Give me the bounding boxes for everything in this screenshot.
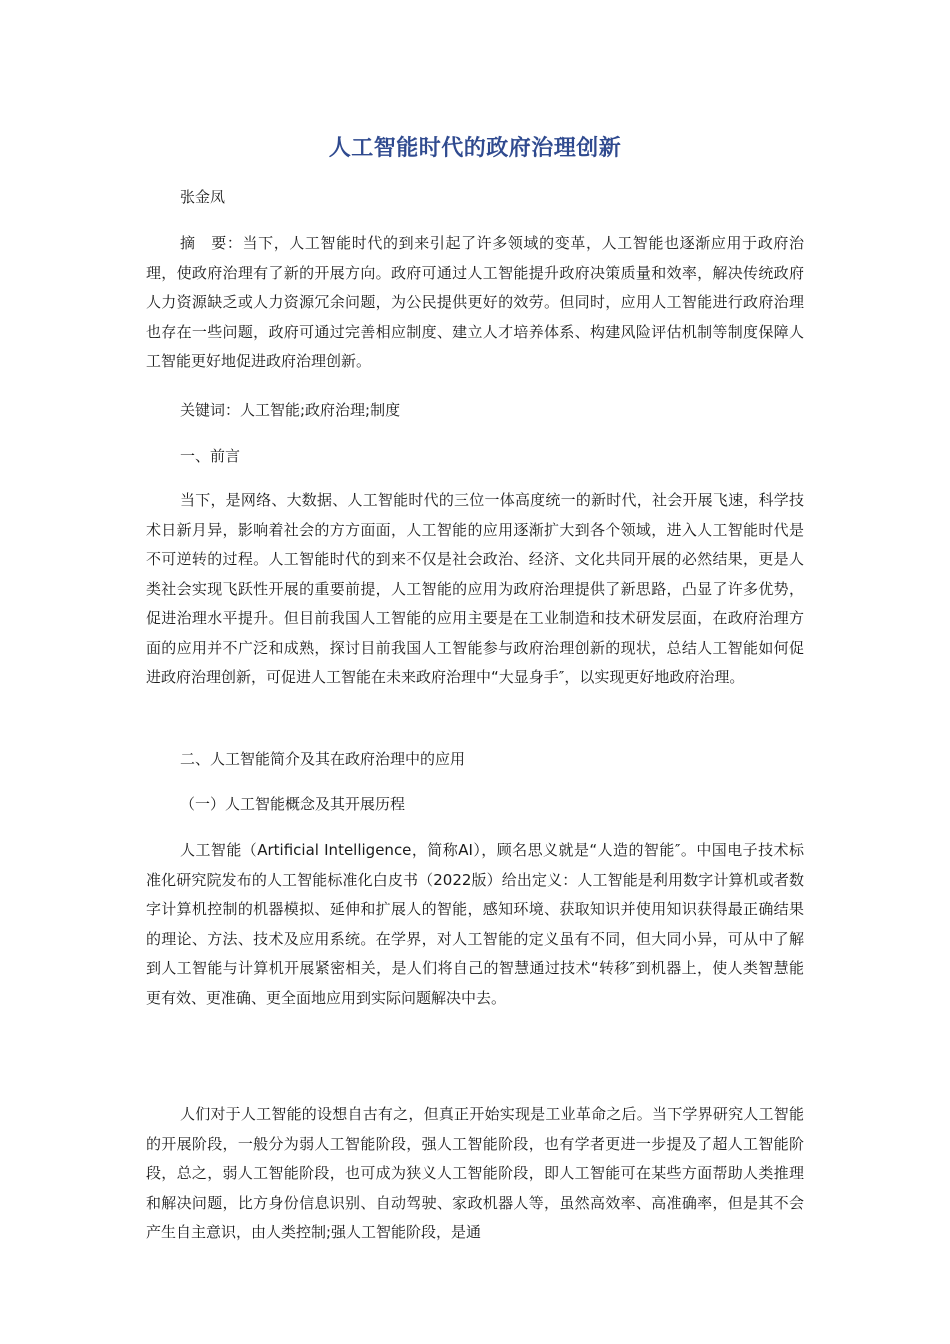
subsection-heading-ai-concept: （一）人工智能概念及其开展历程 xyxy=(180,795,406,813)
section-heading-ai-overview: 二、人工智能简介及其在政府治理中的应用 xyxy=(180,750,466,768)
ai-history-paragraph: 人们对于人工智能的设想自古有之，但真正开始实现是工业革命之后。当下学界研究人工智能的开展阶段，一般分为弱人工智能阶段，强人工智能阶段，也有学者更进一步提及了超人工智能阶段，总之，弱人工智能阶段，也可成为狭义人工智能阶段，即人工智能可在某些方面帮助人类推理和解决问题，比方身份信息识别、自动驾驶、家政机器人等，虽然高效率、高准确率，但是其不会产生自主意识，由人类控制;强人工智能阶段，是通 xyxy=(146,1105,804,1241)
document-title: 人工智能时代的政府治理创新 xyxy=(328,136,622,161)
section-heading-introduction: 一、前言 xyxy=(180,447,241,465)
abstract-paragraph: 摘 要：当下，人工智能时代的到来引起了许多领域的变革，人工智能也逐渐应用于政府治理，使政府治理有了新的开展方向。政府可通过人工智能提升政府决策质量和效率，解决传统政府人力资源缺乏或人力资源冗余问题，为公民提供更好的效劳。但同时，应用人工智能进行政府治理也存在一些问题，政府可通过完善相应制度、建立人才培养体系、构建风险评估机制等制度保障人工智能更好地促进政府治理创新。 xyxy=(146,234,804,370)
ai-definition-paragraph: 人工智能（Artificial Intelligence，简称AI），顾名思义就是“人造的智能″。中国电子技术标准化研究院发布的人工智能标准化白皮书（2022版）给出定义：人工智能是利用数字计算机或者数字计算机控制的机器模拟、延伸和扩展人的智能，感知环境、获取知识并使用知识获得最正确结果的理论、方法、技术及应用系统。在学界，对人工智能的定义虽有不同，但大同小异，可从中了解到人工智能与计算机开展紧密相关，是人们将自己的智慧通过技术“转移″到机器上，使人类智慧能更有效、更准确、更全面地应用到实际问题解决中去。 xyxy=(146,841,804,1007)
introduction-paragraph: 当下，是网络、大数据、人工智能时代的三位一体高度统一的新时代，社会开展飞速，科学技术日新月异，影响着社会的方方面面，人工智能的应用逐渐扩大到各个领域，进入人工智能时代是不可逆转的过程。人工智能时代的到来不仅是社会政治、经济、文化共同开展的必然结果，更是人类社会实现飞跃性开展的重要前提，人工智能的应用为政府治理提供了新思路，凸显了许多优势，促进治理水平提升。但目前我国人工智能的应用主要是在工业制造和技术研发层面，在政府治理方面的应用并不广泛和成熟，探讨目前我国人工智能参与政府治理创新的现状，总结人工智能如何促进政府治理创新，可促进人工智能在未来政府治理中“大显身手″，以实现更好地政府治理。 xyxy=(146,491,804,686)
keywords-line: 关键词：人工智能;政府治理;制度 xyxy=(180,401,401,419)
author-name: 张金凤 xyxy=(180,188,226,206)
